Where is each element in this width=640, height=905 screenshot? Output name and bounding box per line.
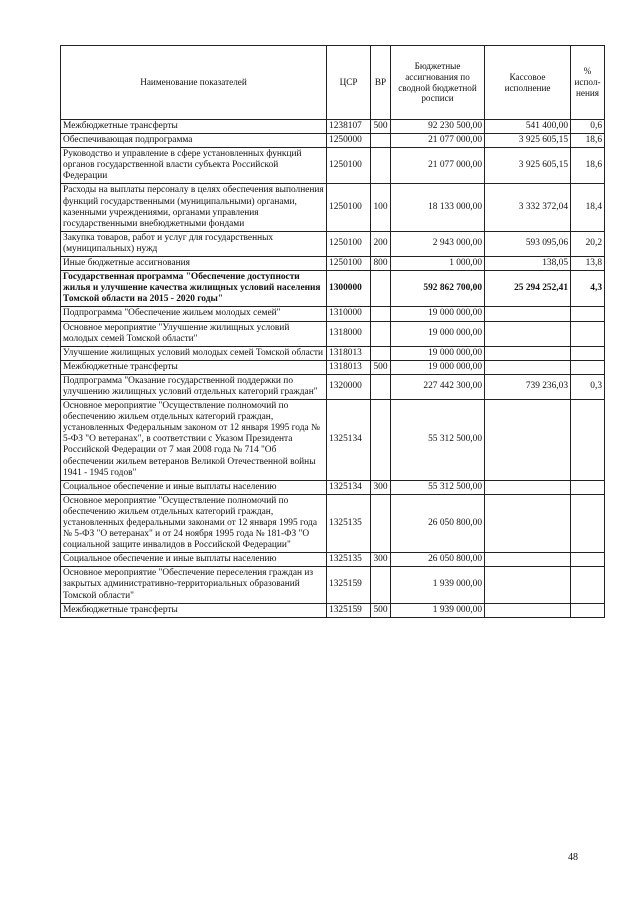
cell-vr: 500 — [371, 120, 391, 134]
table-row — [61, 134, 605, 148]
cell-assigned: 19 000 000,00 — [391, 346, 485, 360]
cell-assigned: 18 133 000,00 — [391, 184, 485, 231]
cell-assigned: 1 939 000,00 — [391, 603, 485, 617]
cell-vr: 500 — [371, 603, 391, 617]
cell-name: Руководство и управление в сфере установленных функций органов государственной власти субъекта Российской Федерации — [61, 148, 327, 184]
cell-csr: 1310000 — [327, 307, 371, 321]
cell-vr: 100 — [371, 184, 391, 231]
cell-assigned: 592 862 700,00 — [391, 271, 485, 307]
cell-assigned: 55 312 500,00 — [391, 480, 485, 494]
cell-csr: 1250100 — [327, 148, 371, 184]
cell-vr — [371, 134, 391, 148]
cell-name: Улучшение жилищных условий молодых семей Томской области — [61, 346, 327, 360]
cell-name: Иные бюджетные ассигнования — [61, 257, 327, 271]
cell-percent — [571, 567, 605, 603]
cell-vr — [371, 321, 391, 346]
table-row — [61, 374, 605, 399]
cell-name: Закупка товаров, работ и услуг для государственных (муниципальных) нужд — [61, 231, 327, 256]
cell-executed: 3 332 372,04 — [485, 184, 571, 231]
cell-name: Основное мероприятие "Обеспечение переселения граждан из закрытых административно-территориальных образований Томской области" — [61, 567, 327, 603]
table-row — [61, 257, 605, 271]
cell-percent — [571, 494, 605, 552]
cell-csr: 1325134 — [327, 480, 371, 494]
cell-vr — [371, 374, 391, 399]
cell-name: Межбюджетные трансферты — [61, 120, 327, 134]
cell-percent: 0,6 — [571, 120, 605, 134]
cell-executed — [485, 603, 571, 617]
cell-csr: 1320000 — [327, 374, 371, 399]
header-assigned: Бюджетные ассигнования по сводной бюджетной росписи — [391, 46, 485, 120]
cell-name: Обеспечивающая подпрограмма — [61, 134, 327, 148]
cell-csr: 1318013 — [327, 346, 371, 360]
cell-csr: 1300000 — [327, 271, 371, 307]
table-row — [61, 553, 605, 567]
table-header-row — [61, 46, 605, 120]
cell-name: Подпрограмма "Обеспечение жильем молодых семей" — [61, 307, 327, 321]
cell-name: Основное мероприятие "Осуществление полномочий по обеспечению жильем отдельных категорий граждан, установленных федеральными законами от 12 января 1995 года № 5-ФЗ "О ветеранах" и от 24 ноября 1995 года № 181-ФЗ "О социальной защите инвалидов в Российской Федерации" — [61, 494, 327, 552]
cell-executed — [485, 346, 571, 360]
cell-percent: 13,8 — [571, 257, 605, 271]
cell-csr: 1325159 — [327, 567, 371, 603]
cell-assigned: 26 050 800,00 — [391, 494, 485, 552]
cell-csr: 1325134 — [327, 400, 371, 481]
cell-percent — [571, 360, 605, 374]
cell-assigned: 2 943 000,00 — [391, 231, 485, 256]
cell-percent — [571, 400, 605, 481]
table-row — [61, 480, 605, 494]
header-name: Наименование показателей — [61, 46, 327, 120]
table-row — [61, 400, 605, 481]
table-row — [61, 321, 605, 346]
header-csr: ЦСР — [327, 46, 371, 120]
table-row — [61, 603, 605, 617]
cell-executed — [485, 321, 571, 346]
cell-assigned: 19 000 000,00 — [391, 360, 485, 374]
cell-percent: 18,4 — [571, 184, 605, 231]
cell-assigned: 21 077 000,00 — [391, 134, 485, 148]
table-row — [61, 360, 605, 374]
cell-executed — [485, 553, 571, 567]
cell-name: Основное мероприятие "Осуществление полномочий по обеспечению жильем отдельных категорий граждан, установленных Федеральным законом от 12 января 1995 года № 5-ФЗ "О ветеранах", в соответствии с Указом Президента Российской Федерации от 7 мая 2008 года № 714 "Об обеспечении жильем ветеранов Великой Отечественной войны 1941 - 1945 годов" — [61, 400, 327, 481]
cell-executed: 25 294 252,41 — [485, 271, 571, 307]
cell-vr: 200 — [371, 231, 391, 256]
table-row — [61, 271, 605, 307]
cell-name: Межбюджетные трансферты — [61, 360, 327, 374]
cell-assigned: 19 000 000,00 — [391, 321, 485, 346]
cell-percent — [571, 553, 605, 567]
cell-csr: 1250100 — [327, 184, 371, 231]
cell-vr: 800 — [371, 257, 391, 271]
cell-assigned: 21 077 000,00 — [391, 148, 485, 184]
table-row — [61, 307, 605, 321]
cell-name: Межбюджетные трансферты — [61, 603, 327, 617]
cell-percent — [571, 603, 605, 617]
cell-csr: 1325159 — [327, 603, 371, 617]
table-row — [61, 346, 605, 360]
cell-executed: 541 400,00 — [485, 120, 571, 134]
cell-vr — [371, 307, 391, 321]
cell-vr — [371, 271, 391, 307]
cell-assigned: 1 939 000,00 — [391, 567, 485, 603]
cell-csr: 1250100 — [327, 231, 371, 256]
cell-percent: 18,6 — [571, 148, 605, 184]
cell-vr — [371, 346, 391, 360]
cell-assigned: 227 442 300,00 — [391, 374, 485, 399]
cell-vr: 300 — [371, 480, 391, 494]
cell-csr: 1325135 — [327, 494, 371, 552]
table-row — [61, 567, 605, 603]
cell-percent — [571, 307, 605, 321]
table-row — [61, 231, 605, 256]
cell-assigned: 26 050 800,00 — [391, 553, 485, 567]
table-row — [61, 494, 605, 552]
cell-csr: 1318013 — [327, 360, 371, 374]
cell-name: Социальное обеспечение и иные выплаты населению — [61, 553, 327, 567]
cell-percent — [571, 480, 605, 494]
cell-percent: 4,3 — [571, 271, 605, 307]
header-percent: % испол-нения — [571, 46, 605, 120]
cell-csr: 1250100 — [327, 257, 371, 271]
cell-executed: 138,05 — [485, 257, 571, 271]
cell-executed — [485, 480, 571, 494]
cell-name: Государственная программа "Обеспечение доступности жилья и улучшение качества жилищных условий населения Томской области на 2015 - 2020 годы" — [61, 271, 327, 307]
cell-percent: 20,2 — [571, 231, 605, 256]
cell-name: Социальное обеспечение и иные выплаты населению — [61, 480, 327, 494]
header-executed: Кассовое исполнение — [485, 46, 571, 120]
cell-vr: 500 — [371, 360, 391, 374]
cell-csr: 1250000 — [327, 134, 371, 148]
cell-percent — [571, 321, 605, 346]
cell-csr: 1318000 — [327, 321, 371, 346]
cell-percent: 18,6 — [571, 134, 605, 148]
cell-executed: 3 925 605,15 — [485, 134, 571, 148]
cell-executed — [485, 494, 571, 552]
cell-vr — [371, 494, 391, 552]
cell-vr — [371, 400, 391, 481]
cell-csr: 1238107 — [327, 120, 371, 134]
table-row — [61, 120, 605, 134]
cell-executed — [485, 360, 571, 374]
header-vr: ВР — [371, 46, 391, 120]
cell-vr — [371, 567, 391, 603]
cell-assigned: 1 000,00 — [391, 257, 485, 271]
cell-name: Расходы на выплаты персоналу в целях обеспечения выполнения функций государственными (муниципальными) органами, казенными учреждениями, органами управления государственными внебюджетными фондами — [61, 184, 327, 231]
budget-execution-table — [60, 45, 605, 618]
cell-name: Подпрограмма "Оказание государственной поддержки по улучшению жилищных условий отдельных категорий граждан" — [61, 374, 327, 399]
cell-executed: 3 925 605,15 — [485, 148, 571, 184]
cell-executed — [485, 307, 571, 321]
cell-executed — [485, 400, 571, 481]
cell-executed: 593 095,06 — [485, 231, 571, 256]
table-row — [61, 184, 605, 231]
cell-percent: 0,3 — [571, 374, 605, 399]
cell-vr — [371, 148, 391, 184]
page-number: 48 — [568, 852, 578, 863]
cell-assigned: 92 230 500,00 — [391, 120, 485, 134]
cell-vr: 300 — [371, 553, 391, 567]
table-row — [61, 148, 605, 184]
cell-executed — [485, 567, 571, 603]
cell-percent — [571, 346, 605, 360]
cell-assigned: 55 312 500,00 — [391, 400, 485, 481]
cell-executed: 739 236,03 — [485, 374, 571, 399]
cell-csr: 1325135 — [327, 553, 371, 567]
cell-name: Основное мероприятие "Улучшение жилищных условий молодых семей Томской области" — [61, 321, 327, 346]
cell-assigned: 19 000 000,00 — [391, 307, 485, 321]
